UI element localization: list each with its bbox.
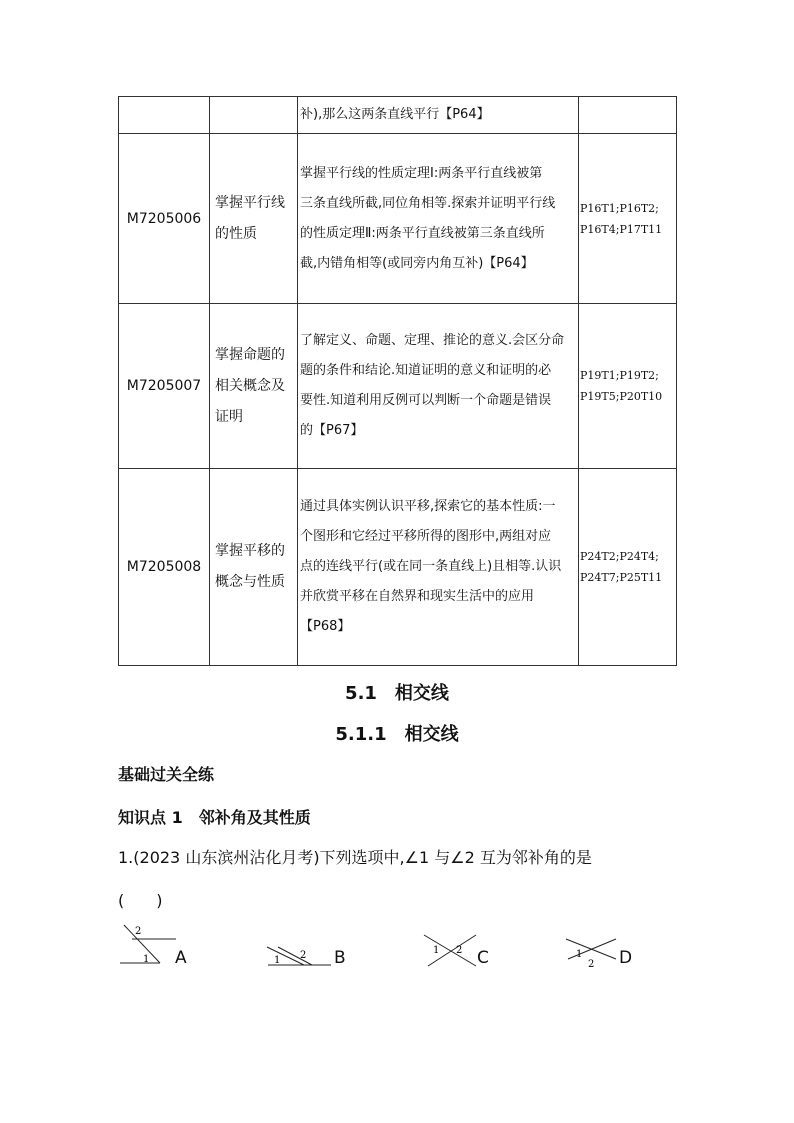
option-b-label-2: 2 bbox=[300, 950, 307, 961]
exercise-heading: 基础过关全练 bbox=[118, 765, 215, 784]
table-row bbox=[119, 97, 677, 134]
option-d-label-1: 1 bbox=[576, 949, 583, 960]
option-b-figure bbox=[264, 921, 336, 971]
requirement-line: 个图形和它经过平移所得的图形中,两组对应 bbox=[300, 529, 552, 544]
requirement-line: 掌握平行线的性质定理Ⅰ:两条平行直线被第 bbox=[300, 165, 543, 181]
topic-line: 证明 bbox=[215, 408, 243, 425]
option-c-label-1: 1 bbox=[433, 945, 440, 956]
table-row bbox=[119, 134, 677, 304]
topic-line: 掌握命题的 bbox=[215, 346, 285, 363]
option-d-label-2: 2 bbox=[588, 959, 595, 970]
cell-reference bbox=[579, 304, 677, 469]
cell-topic bbox=[210, 134, 298, 304]
answer-blank: ( ) bbox=[118, 891, 163, 910]
cell-reference bbox=[579, 97, 677, 134]
requirement-line: 要性.知道利用反例可以判断一个命题是错误 bbox=[300, 393, 552, 408]
option-a-label-2: 2 bbox=[135, 926, 142, 937]
topic-line: 概念与性质 bbox=[215, 574, 285, 590]
option-a-label-1: 1 bbox=[143, 954, 150, 965]
topic-line: 掌握平移的 bbox=[215, 543, 285, 559]
reference-line: P19T5;P20T10 bbox=[580, 390, 663, 403]
reference-line: P19T1;P19T2; bbox=[580, 369, 659, 382]
option-c-letter: C bbox=[477, 948, 489, 968]
option-c-label-2: 2 bbox=[456, 945, 463, 956]
section-subtitle: 5.1.1 相交线 bbox=[335, 724, 459, 745]
requirement-line: 点的连线平行(或在同一条直线上)且相等.认识 bbox=[300, 559, 562, 574]
reference-line: P16T1;P16T2; bbox=[580, 201, 659, 215]
topic-line: 掌握平行线 bbox=[215, 194, 285, 211]
section-title: 5.1 相交线 bbox=[345, 683, 449, 704]
cell-topic bbox=[210, 304, 298, 469]
option-b-label-1: 1 bbox=[274, 955, 281, 966]
requirement-line: 【P68】 bbox=[300, 619, 351, 634]
requirement-line: 通过具体实例认识平移,探索它的基本性质:一 bbox=[300, 499, 556, 514]
option-b-letter: B bbox=[334, 948, 346, 968]
requirement-line: 补),那么这两条直线平行【P64】 bbox=[300, 107, 490, 122]
requirement-line: 的【P67】 bbox=[300, 423, 364, 438]
topic-line: 相关概念及 bbox=[215, 377, 285, 394]
reference-line: P16T4;P17T11 bbox=[580, 222, 663, 236]
requirement-line: 的性质定理Ⅱ:两条平行直线被第三条直线所 bbox=[300, 225, 545, 241]
option-d-letter: D bbox=[619, 948, 633, 968]
cell-requirement bbox=[298, 97, 579, 134]
cell-topic bbox=[210, 97, 298, 134]
requirement-line: 并欣赏平移在自然界和现实生活中的应用 bbox=[300, 589, 535, 604]
reference-line: P24T2;P24T4; bbox=[580, 550, 659, 563]
requirement-line: 了解定义、命题、定理、推论的意义.会区分命 bbox=[300, 333, 565, 348]
cell-code: M7205007 bbox=[119, 304, 210, 469]
requirement-line: 三条直线所截,同位角相等.探索并证明平行线 bbox=[300, 195, 556, 211]
cell-topic bbox=[210, 469, 298, 666]
cell-requirement bbox=[298, 134, 579, 304]
cell-requirement bbox=[298, 469, 579, 666]
cell-reference bbox=[579, 134, 677, 304]
cell-reference bbox=[579, 469, 677, 666]
cell-requirement bbox=[298, 304, 579, 469]
cell-code: M7205008 bbox=[119, 469, 210, 666]
option-d-figure bbox=[562, 921, 622, 971]
requirement-line: 题的条件和结论.知道证明的意义和证明的必 bbox=[300, 363, 552, 378]
option-a-figure bbox=[118, 921, 178, 971]
requirement-line: 截,内错角相等(或同旁内角互补)【P64】 bbox=[300, 255, 534, 271]
question-stem: 1.(2023 山东滨州沾化月考)下列选项中,∠1 与∠2 互为邻补角的是 bbox=[118, 848, 592, 867]
table-row bbox=[119, 304, 677, 469]
cell-code: M7205006 bbox=[119, 134, 210, 304]
reference-line: P24T7;P25T11 bbox=[580, 571, 663, 584]
table-row bbox=[119, 469, 677, 666]
option-a-letter: A bbox=[175, 948, 187, 968]
option-c-figure bbox=[420, 921, 482, 971]
standards-table bbox=[118, 96, 677, 666]
cell-code bbox=[119, 97, 210, 134]
topic-line: 的性质 bbox=[215, 225, 257, 242]
knowledge-point-heading: 知识点 1 邻补角及其性质 bbox=[118, 808, 311, 827]
